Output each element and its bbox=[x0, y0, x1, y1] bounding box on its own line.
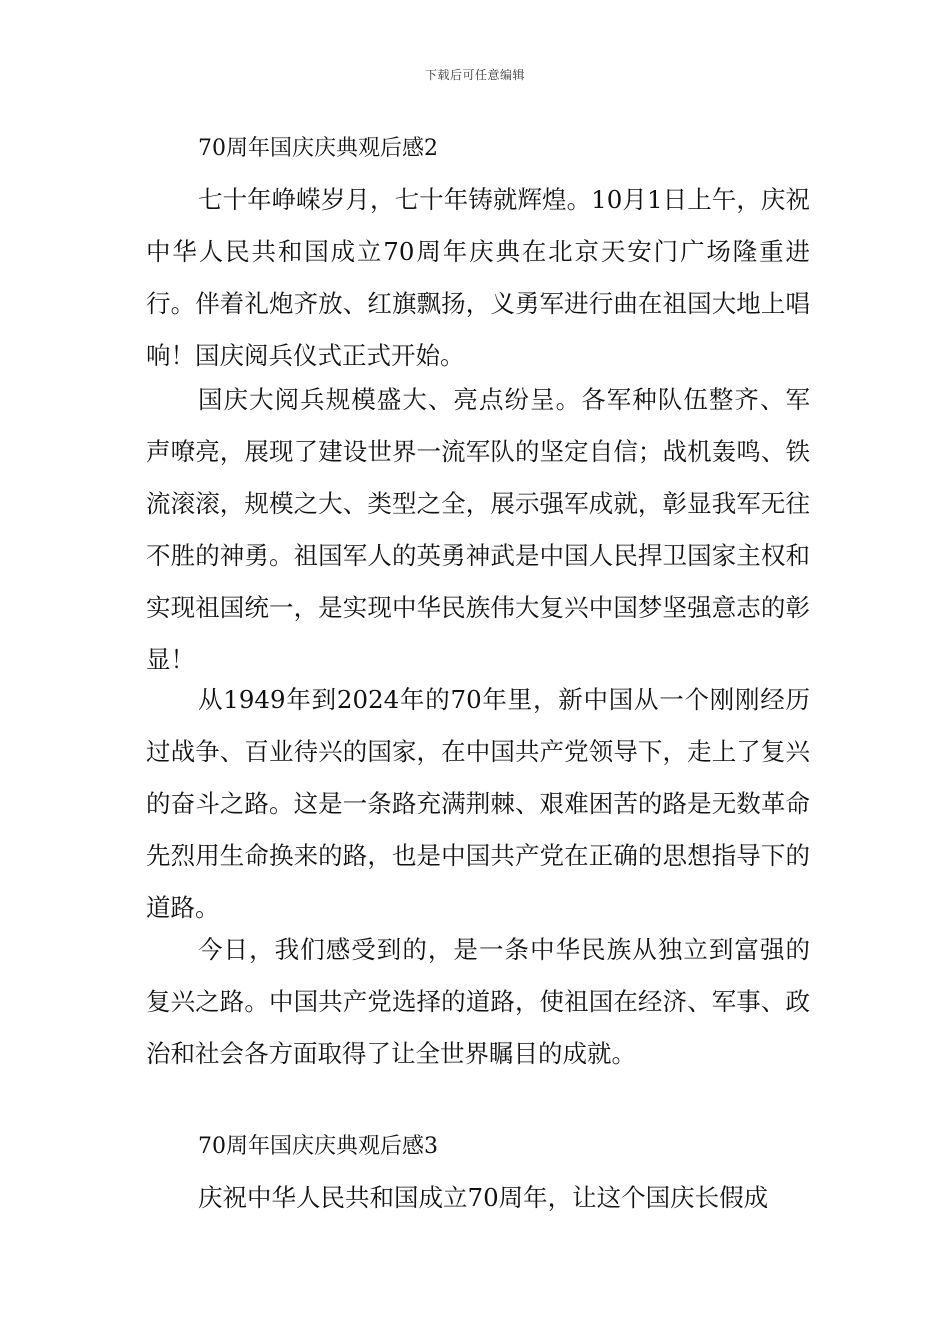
paragraph: 国庆大阅兵规模盛大、亮点纷呈。各军种队伍整齐、军声嘹亮，展现了建设世界一流军队的坚定自信；战机轰鸣、铁流滚滚，规模之大、类型之全，展示强军成就，彰显我军无往不胜的神勇。祖国军人的英勇神武是中国人民捍卫国家主权和实现祖国统一，是实现中华民族伟大复兴中国梦坚强意志的彰显！ bbox=[146, 385, 810, 674]
paragraph: 今日，我们感受到的，是一条中华民族从独立到富强的复兴之路。中国共产党选择的道路，使祖国在经济、军事、政治和社会各方面取得了让全世界瞩目的成就。 bbox=[146, 935, 810, 1068]
paragraph: 从1949年到2024年的70年里，新中国从一个刚刚经历过战争、百业待兴的国家，在中国共产党领导下，走上了复兴的奋斗之路。这是一条路充满荆棘、艰难困苦的路是无数革命先烈用生命换来的路，也是中国共产党在正确的思想指导下的道路。 bbox=[146, 685, 810, 922]
header-note: 下载后可任意编辑 bbox=[424, 68, 525, 82]
section-title-3: 70周年国庆庆典观后感3 bbox=[198, 1134, 438, 1159]
paragraph: 七十年峥嵘岁月，七十年铸就辉煌。10月1日上午，庆祝中华人民共和国成立70周年庆典在北京天安门广场隆重进行。伴着礼炮齐放、红旗飘扬，义勇军进行曲在祖国大地上唱响！国庆阅兵仪式正式开始。 bbox=[146, 185, 810, 370]
section-title-2: 70周年国庆庆典观后感2 bbox=[198, 136, 438, 161]
paragraph: 庆祝中华人民共和国成立70周年，让这个国庆长假成 bbox=[198, 1183, 769, 1212]
